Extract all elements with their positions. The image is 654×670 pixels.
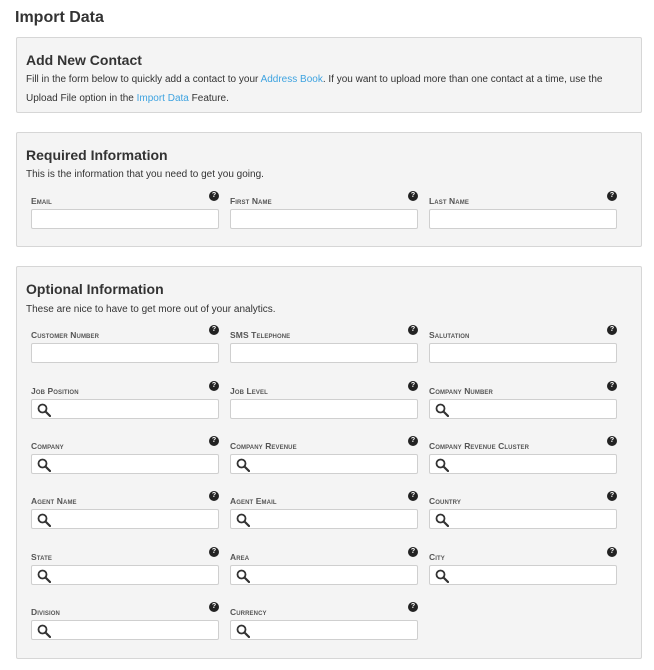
field-label: Currency xyxy=(230,607,267,617)
field-label: State xyxy=(31,552,52,562)
field-label: Company xyxy=(31,441,64,451)
field-label: Job Position xyxy=(31,386,79,396)
add-contact-description xyxy=(26,70,632,108)
address-book-link[interactable]: Address Book xyxy=(260,74,323,85)
search-icon xyxy=(435,458,449,472)
field-label: City xyxy=(429,552,445,562)
search-icon xyxy=(37,513,51,527)
field-label: Company Revenue Cluster xyxy=(429,441,530,451)
question-circle-icon[interactable]: ? xyxy=(607,191,617,201)
search-icon xyxy=(236,624,250,638)
optional-info-panel xyxy=(16,266,642,659)
field-label: Salutation xyxy=(429,330,470,340)
optional-info-description: These are nice to have to get more out of your analytics. xyxy=(26,304,276,315)
email-input[interactable] xyxy=(31,209,219,229)
field-label: Job Level xyxy=(230,386,268,396)
question-circle-icon[interactable]: ? xyxy=(209,491,219,501)
company-number-input[interactable] xyxy=(429,399,617,419)
search-icon xyxy=(37,624,51,638)
agent-email-input[interactable] xyxy=(230,509,418,529)
question-circle-icon[interactable]: ? xyxy=(607,325,617,335)
field-label: Agent Name xyxy=(31,496,77,506)
question-circle-icon[interactable]: ? xyxy=(209,547,219,557)
question-circle-icon[interactable]: ? xyxy=(209,325,219,335)
page-title: Import Data xyxy=(15,9,104,26)
question-circle-icon[interactable]: ? xyxy=(607,381,617,391)
add-contact-desc-3: Feature. xyxy=(188,93,229,104)
required-info-description: This is the information that you need to get you going. xyxy=(26,169,264,180)
field-label: Customer Number xyxy=(31,330,100,340)
currency-input[interactable] xyxy=(230,620,418,640)
search-icon xyxy=(435,403,449,417)
agent-name-input[interactable] xyxy=(31,509,219,529)
search-icon xyxy=(435,569,449,583)
question-circle-icon[interactable]: ? xyxy=(209,191,219,201)
search-icon xyxy=(37,403,51,417)
job-position-input[interactable] xyxy=(31,399,219,419)
question-circle-icon[interactable]: ? xyxy=(408,191,418,201)
first-name-input[interactable] xyxy=(230,209,418,229)
field-label: Company Number xyxy=(429,386,493,396)
question-circle-icon[interactable]: ? xyxy=(209,602,219,612)
search-icon xyxy=(435,513,449,527)
last-name-input[interactable] xyxy=(429,209,617,229)
field-label: Country xyxy=(429,496,461,506)
state-input[interactable] xyxy=(31,565,219,585)
add-contact-panel xyxy=(16,37,642,113)
field-label: Company Revenue xyxy=(230,441,297,451)
question-circle-icon[interactable]: ? xyxy=(408,436,418,446)
required-info-panel xyxy=(16,132,642,247)
search-icon xyxy=(37,569,51,583)
city-input[interactable] xyxy=(429,565,617,585)
question-circle-icon[interactable]: ? xyxy=(408,491,418,501)
field-label: Email xyxy=(31,196,52,206)
field-label: Division xyxy=(31,607,60,617)
question-circle-icon[interactable]: ? xyxy=(209,436,219,446)
question-circle-icon[interactable]: ? xyxy=(607,491,617,501)
company-revenue-cluster-input[interactable] xyxy=(429,454,617,474)
add-contact-title: Add New Contact xyxy=(26,52,142,68)
question-circle-icon[interactable]: ? xyxy=(408,602,418,612)
add-contact-desc-2: . If you want to upload more than one contact at a time, use the Upload File option in the xyxy=(26,74,603,104)
field-label: SMS Telephone xyxy=(230,330,291,340)
import-data-link[interactable]: Import Data xyxy=(136,93,189,104)
question-circle-icon[interactable]: ? xyxy=(408,325,418,335)
optional-info-title: Optional Information xyxy=(26,281,164,297)
sms-telephone-input[interactable] xyxy=(230,343,418,363)
job-level-input[interactable] xyxy=(230,399,418,419)
field-label: First Name xyxy=(230,196,272,206)
company-revenue-input[interactable] xyxy=(230,454,418,474)
company-input[interactable] xyxy=(31,454,219,474)
area-input[interactable] xyxy=(230,565,418,585)
add-contact-desc-1: Fill in the form below to quickly add a contact to your xyxy=(26,74,261,85)
question-circle-icon[interactable]: ? xyxy=(408,547,418,557)
search-icon xyxy=(236,513,250,527)
search-icon xyxy=(236,569,250,583)
field-label: Last Name xyxy=(429,196,469,206)
salutation-input[interactable] xyxy=(429,343,617,363)
question-circle-icon[interactable]: ? xyxy=(607,547,617,557)
field-label: Area xyxy=(230,552,250,562)
required-info-title: Required Information xyxy=(26,147,168,163)
search-icon xyxy=(236,458,250,472)
question-circle-icon[interactable]: ? xyxy=(209,381,219,391)
division-input[interactable] xyxy=(31,620,219,640)
question-circle-icon[interactable]: ? xyxy=(408,381,418,391)
country-input[interactable] xyxy=(429,509,617,529)
question-circle-icon[interactable]: ? xyxy=(607,436,617,446)
search-icon xyxy=(37,458,51,472)
customer-number-input[interactable] xyxy=(31,343,219,363)
field-label: Agent Email xyxy=(230,496,277,506)
